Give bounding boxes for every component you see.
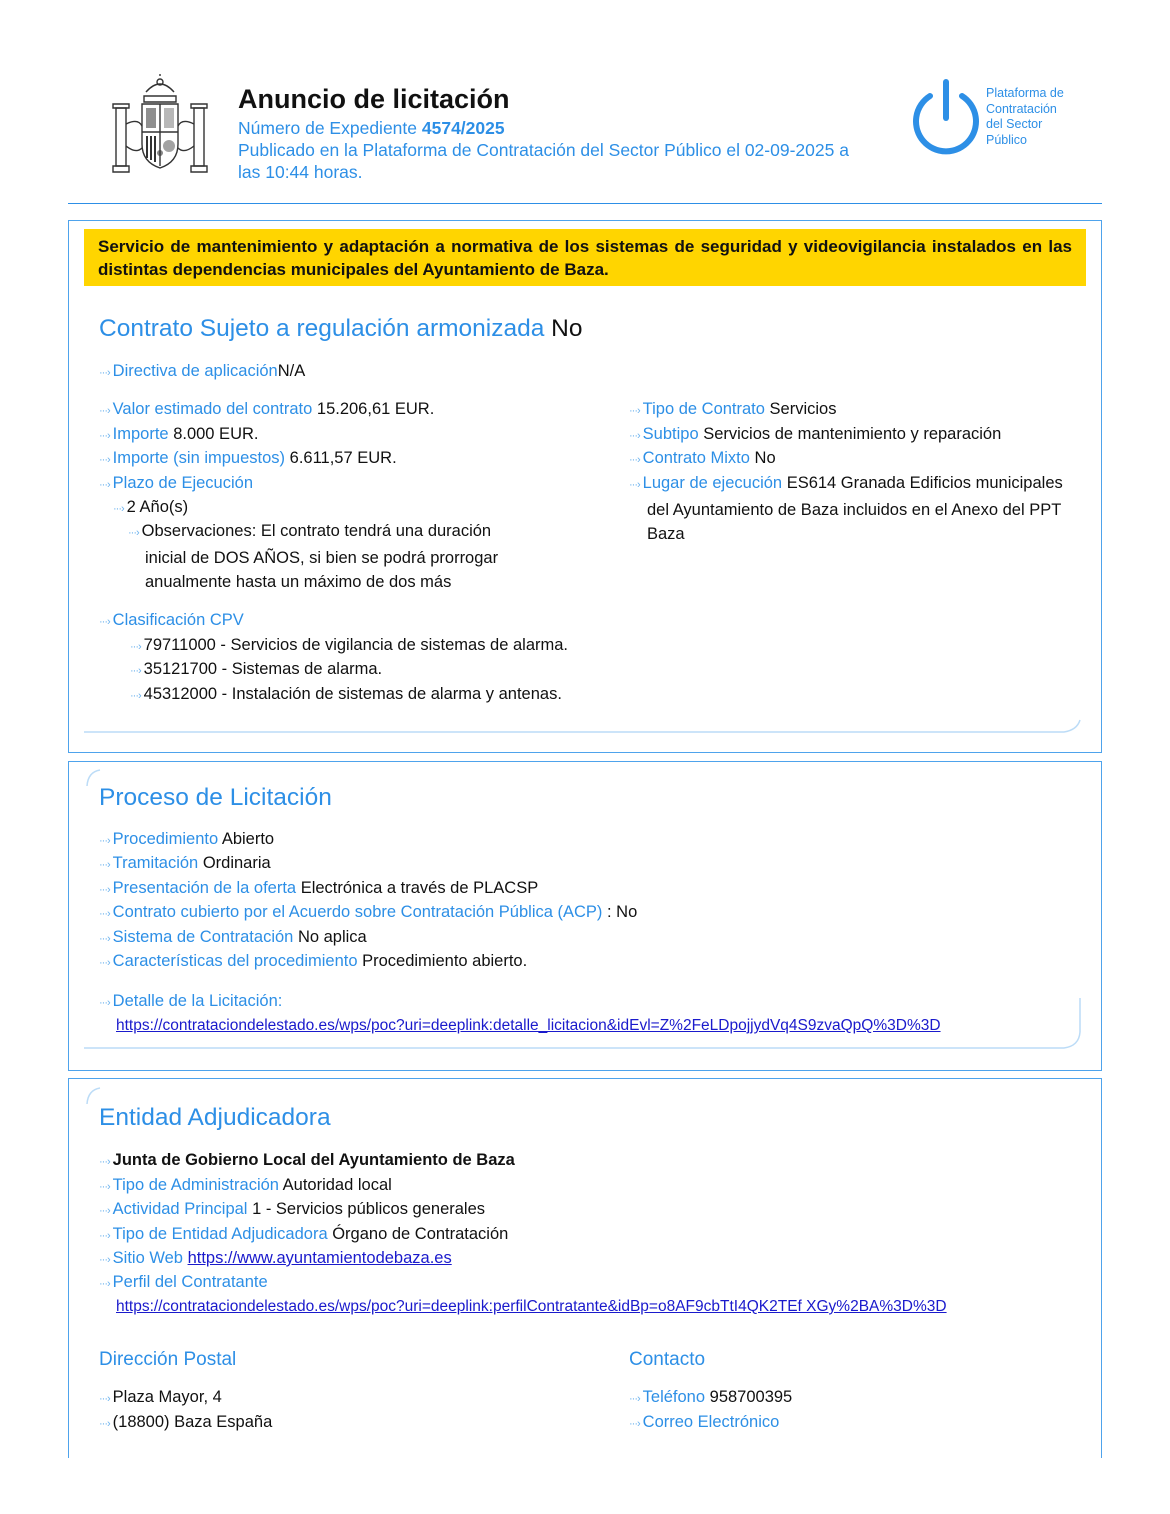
directiva-row: ···› Directiva de aplicaciónN/A [99, 362, 306, 380]
sitio-web-row: ···› Sitio Web https://www.ayuntamientodebaza.es [99, 1249, 452, 1267]
arrow-icon: ···› [629, 1418, 640, 1430]
contract-title-banner: Servicio de mantenimiento y adaptación a normativa de los sistemas de seguridad y videovigilancia instalados en las distintas dependencias municipales del Ayuntamiento de Baza. [84, 229, 1086, 286]
direccion-line: ···› (18800) Baza España [99, 1413, 273, 1431]
cpv-item: ···› 35121700 - Sistemas de alarma. [130, 660, 383, 678]
importe-sin-impuestos-row: ···› Importe (sin impuestos) 6.611,57 EUR. [99, 449, 397, 467]
caracteristicas-row: ···› Características del procedimiento Procedimiento abierto. [99, 952, 528, 970]
observaciones-block: ···› Observaciones: El contrato tendrá una duración inicial de DOS AÑOS, si bien se podrá prorrogar anualmente hasta un máximo de dos más [128, 522, 499, 591]
section-curve-decoration [84, 716, 1084, 736]
cpv-heading-row: ···› Clasificación CPV [99, 611, 244, 629]
correo-row: ···› Correo Electrónico [629, 1413, 780, 1431]
page-title: Anuncio de licitación [238, 84, 510, 114]
arrow-icon: ···› [629, 454, 640, 466]
section-curve-decoration [84, 998, 1084, 1052]
arrow-icon: ···› [99, 454, 110, 466]
arrow-icon: ···› [99, 933, 110, 945]
expediente-number: 4574/2025 [421, 118, 505, 138]
arrow-icon: ···› [629, 479, 640, 491]
arrow-icon: ···› [629, 405, 640, 417]
plazo-ejecucion-row: ···› Plazo de Ejecución [99, 474, 253, 492]
detalle-licitacion-link[interactable]: https://contrataciondelestado.es/wps/poc?uri=deeplink:detalle_licitacion&idEvl=Z%2FeLDpojjydVq4S9zvaQpQ%3D%3D [116, 1017, 941, 1034]
arrow-icon: ···› [99, 367, 110, 379]
arrow-icon: ···› [99, 884, 110, 896]
tipo-contrato-row: ···› Tipo de Contrato Servicios [629, 400, 837, 418]
arrow-icon: ···› [99, 1230, 110, 1242]
arrow-icon: ···› [99, 957, 110, 969]
coat-of-arms-icon [108, 74, 212, 184]
direccion-postal-heading: Dirección Postal [99, 1349, 237, 1370]
telefono-row: ···› Teléfono 958700395 [629, 1388, 793, 1406]
tipo-administracion-row: ···› Tipo de Administración Autoridad local [99, 1176, 392, 1194]
arrow-icon: ···› [99, 1156, 110, 1168]
detalle-licitacion-row: ···› Detalle de la Licitación: [99, 992, 283, 1010]
header-divider [68, 203, 1102, 204]
perfil-contratante-link-row [116, 1296, 947, 1318]
arrow-icon: ···› [130, 641, 141, 653]
power-logo-icon [908, 76, 983, 156]
arrow-icon: ···› [99, 616, 110, 628]
published-line-1: Publicado en la Plataforma de Contratación del Sector Público el 02-09-2025 a [238, 140, 849, 160]
sistema-row: ···› Sistema de Contratación No aplica [99, 928, 367, 946]
entidad-heading: Entidad Adjudicadora [99, 1104, 331, 1131]
arrow-icon: ···› [629, 1393, 640, 1405]
sitio-web-link[interactable]: https://www.ayuntamientodebaza.es [187, 1249, 452, 1267]
proceso-heading: Proceso de Licitación [99, 784, 332, 811]
subtipo-row: ···› Subtipo Servicios de mantenimiento y reparación [629, 425, 1002, 443]
arrow-icon: ···› [99, 1181, 110, 1193]
expediente-line: Número de Expediente 4574/2025 [238, 118, 505, 138]
valor-estimado-row: ···› Valor estimado del contrato 15.206,61 EUR. [99, 400, 435, 418]
cpv-item: ···› 79711000 - Servicios de vigilancia de sistemas de alarma. [130, 636, 568, 654]
entidad-nombre-row: ···› Junta de Gobierno Local del Ayuntamiento de Baza [99, 1151, 515, 1169]
arrow-icon: ···› [99, 430, 110, 442]
perfil-contratante-link[interactable]: https://contrataciondelestado.es/wps/poc?uri=deeplink:perfilContratante&idBp=o8AF9cbTtI4QK2TEf XGy%2BA%3D%3D [116, 1298, 947, 1315]
contrato-mixto-row: ···› Contrato Mixto No [629, 449, 776, 467]
importe-row: ···› Importe 8.000 EUR. [99, 425, 259, 443]
presentacion-row: ···› Presentación de la oferta Electrónica a través de PLACSP [99, 879, 539, 897]
arrow-icon: ···› [99, 1278, 110, 1290]
acp-row: ···› Contrato cubierto por el Acuerdo sobre Contratación Pública (ACP) : No [99, 903, 638, 921]
tipo-entidad-row: ···› Tipo de Entidad Adjudicadora Órgano de Contratación [99, 1225, 509, 1243]
arrow-icon: ···› [99, 1254, 110, 1266]
direccion-line: ···› Plaza Mayor, 4 [99, 1388, 222, 1406]
platform-logo-text: Plataforma de Contratación del Sector Público [986, 86, 1064, 147]
arrow-icon: ···› [99, 1205, 110, 1217]
procedimiento-row: ···› Procedimiento Abierto [99, 830, 275, 848]
arrow-icon: ···› [130, 690, 141, 702]
arrow-icon: ···› [99, 835, 110, 847]
published-line-2: las 10:44 horas. [238, 162, 363, 182]
arrow-icon: ···› [99, 1393, 110, 1405]
arrow-icon: ···› [113, 503, 124, 515]
arrow-icon: ···› [99, 479, 110, 491]
arrow-icon: ···› [130, 665, 141, 677]
tramitacion-row: ···› Tramitación Ordinaria [99, 854, 271, 872]
plazo-value-row: ···› 2 Año(s) [113, 498, 189, 516]
regulacion-armonizada-heading: Contrato Sujeto a regulación armonizada No [99, 315, 583, 342]
arrow-icon: ···› [99, 1418, 110, 1430]
arrow-icon: ···› [128, 527, 139, 539]
perfil-contratante-row: ···› Perfil del Contratante [99, 1273, 268, 1291]
arrow-icon: ···› [99, 859, 110, 871]
actividad-principal-row: ···› Actividad Principal 1 - Servicios públicos generales [99, 1200, 486, 1218]
page-header [0, 0, 1170, 205]
arrow-icon: ···› [99, 908, 110, 920]
lugar-ejecucion-block: ···› Lugar de ejecución ES614 Granada Edificios municipales del Ayuntamiento de Baza incluidos en el Anexo del PPT Baza [629, 474, 1063, 543]
arrow-icon: ···› [629, 430, 640, 442]
cpv-item: ···› 45312000 - Instalación de sistemas de alarma y antenas. [130, 685, 562, 703]
arrow-icon: ···› [99, 405, 110, 417]
contacto-heading: Contacto [629, 1349, 706, 1370]
arrow-icon: ···› [99, 997, 110, 1009]
